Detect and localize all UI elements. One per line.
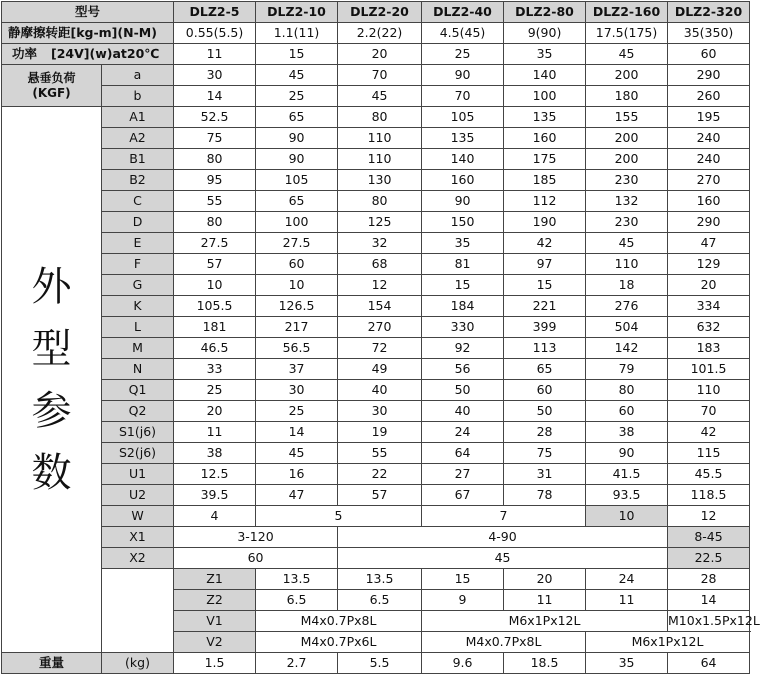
- dimensions-title-char: 数: [31, 449, 72, 496]
- dimension-value: 200: [586, 149, 668, 170]
- header-row: [2, 2, 750, 23]
- dimension-value: 20: [174, 401, 256, 422]
- dimension-value: 27.5: [174, 233, 256, 254]
- dimension-value: 50: [422, 380, 504, 401]
- dimension-key: U1: [102, 464, 174, 485]
- blank-cell: [102, 569, 174, 653]
- dimension-value: 90: [256, 149, 338, 170]
- dimension-value: 24: [586, 569, 668, 590]
- torque-value: 9(90): [504, 23, 586, 44]
- dimension-value: 22.5: [668, 548, 750, 569]
- power-label-condition: [24V](w)at20℃: [51, 46, 160, 61]
- dimension-value: 60: [256, 254, 338, 275]
- dimension-value: 65: [256, 191, 338, 212]
- dimensions-title-char: 外: [31, 263, 72, 310]
- dimension-value: 45: [586, 233, 668, 254]
- dimension-value: 65: [504, 359, 586, 380]
- dimension-row: [2, 170, 750, 191]
- dimension-value: 105.5: [174, 296, 256, 317]
- dimension-value: 135: [504, 107, 586, 128]
- dimension-value: 80: [174, 212, 256, 233]
- dimension-value: 93.5: [586, 485, 668, 506]
- dimension-value: 15: [422, 275, 504, 296]
- load-value: 45: [338, 86, 422, 107]
- dimension-value: 56: [422, 359, 504, 380]
- dimension-row: [2, 275, 750, 296]
- dimension-key: K: [102, 296, 174, 317]
- dimension-value: 184: [422, 296, 504, 317]
- dimension-row-x2: [2, 548, 750, 569]
- dimension-value: 334: [668, 296, 750, 317]
- dimension-value: 52.5: [174, 107, 256, 128]
- dimension-value: 14: [256, 422, 338, 443]
- dimension-value: 38: [174, 443, 256, 464]
- dimensions-title: [2, 107, 102, 653]
- load-label: [2, 65, 102, 107]
- dimension-value: 72: [338, 338, 422, 359]
- dimension-value: 8-45: [668, 527, 750, 548]
- dimension-value: 115: [668, 443, 750, 464]
- dimension-value: 110: [668, 380, 750, 401]
- dimension-row: [2, 338, 750, 359]
- dimension-key: X1: [102, 527, 174, 548]
- load-row: [2, 65, 750, 86]
- dimension-key: U2: [102, 485, 174, 506]
- dimension-value: 81: [422, 254, 504, 275]
- dimension-value: 112: [504, 191, 586, 212]
- power-label-main: 功率: [12, 46, 38, 61]
- dimension-value: 217: [256, 317, 338, 338]
- dimension-value: 126.5: [256, 296, 338, 317]
- dimension-value: M4x0.7Px8L: [422, 632, 586, 653]
- dimension-key: Z2: [174, 590, 256, 611]
- dimension-value: 13.5: [338, 569, 422, 590]
- dimension-value: 60: [586, 401, 668, 422]
- dimension-value: 45: [256, 443, 338, 464]
- dimension-value: 6.5: [338, 590, 422, 611]
- dimension-value: 45: [338, 548, 668, 569]
- dimension-row: [2, 464, 750, 485]
- dimension-key: F: [102, 254, 174, 275]
- dimension-value: 3-120: [174, 527, 338, 548]
- dimension-key: D: [102, 212, 174, 233]
- load-value: 90: [422, 65, 504, 86]
- weight-value: 2.7: [256, 653, 338, 674]
- load-value: 70: [422, 86, 504, 107]
- weight-value: 35: [586, 653, 668, 674]
- load-label-unit: (KGF): [32, 85, 71, 100]
- dimension-value: 113: [504, 338, 586, 359]
- dimension-value: 175: [504, 149, 586, 170]
- dimension-value: 504: [586, 317, 668, 338]
- dimension-key: G: [102, 275, 174, 296]
- dimension-value: 18: [586, 275, 668, 296]
- dimension-value: 11: [504, 590, 586, 611]
- dimension-value: 30: [256, 380, 338, 401]
- dimension-value: 240: [668, 128, 750, 149]
- dimension-key: V2: [174, 632, 256, 653]
- dimension-key: A1: [102, 107, 174, 128]
- dimension-value: 80: [586, 380, 668, 401]
- load-value: 70: [338, 65, 422, 86]
- dimension-row: [2, 485, 750, 506]
- power-row: [2, 44, 750, 65]
- dimension-key: A2: [102, 128, 174, 149]
- dimension-key: B2: [102, 170, 174, 191]
- torque-value: 17.5(175): [586, 23, 668, 44]
- dimension-value: 68: [338, 254, 422, 275]
- dimension-row: [2, 128, 750, 149]
- dimension-value: 140: [422, 149, 504, 170]
- torque-value: 4.5(45): [422, 23, 504, 44]
- dimension-key: S1(j6): [102, 422, 174, 443]
- dimension-value: 60: [174, 548, 338, 569]
- load-value: 290: [668, 65, 750, 86]
- torque-row: [2, 23, 750, 44]
- dimension-value: 20: [668, 275, 750, 296]
- dimension-value: 142: [586, 338, 668, 359]
- power-label: [2, 44, 174, 65]
- dimension-value: 399: [504, 317, 586, 338]
- dimension-value: 90: [256, 128, 338, 149]
- dimension-value: 40: [338, 380, 422, 401]
- dimension-key: V1: [174, 611, 256, 632]
- torque-value: 0.55(5.5): [174, 23, 256, 44]
- dimension-value: 49: [338, 359, 422, 380]
- dimension-value: 13.5: [256, 569, 338, 590]
- dimension-value: 12: [668, 506, 750, 527]
- dimension-value: 11: [174, 422, 256, 443]
- model-name: DLZ2-20: [338, 2, 422, 23]
- load-value: 14: [174, 86, 256, 107]
- power-value: 20: [338, 44, 422, 65]
- dimension-value: 32: [338, 233, 422, 254]
- weight-value: 64: [668, 653, 750, 674]
- dimensions-title-char: 参: [31, 387, 72, 434]
- dimension-value: 27.5: [256, 233, 338, 254]
- power-value: 35: [504, 44, 586, 65]
- dimension-value: 27: [422, 464, 504, 485]
- dimension-value: 97: [504, 254, 586, 275]
- dimension-value: 47: [668, 233, 750, 254]
- dimension-key: B1: [102, 149, 174, 170]
- dimension-value: M4x0.7Px8L: [256, 611, 422, 632]
- dimension-row: [2, 317, 750, 338]
- load-value: 180: [586, 86, 668, 107]
- weight-value: 9.6: [422, 653, 504, 674]
- dimension-value: 160: [422, 170, 504, 191]
- model-name: DLZ2-5: [174, 2, 256, 23]
- dimension-value: 129: [668, 254, 750, 275]
- dimension-value: 4-90: [338, 527, 668, 548]
- dimension-value: 79: [586, 359, 668, 380]
- dimension-value: M4x0.7Px6L: [256, 632, 422, 653]
- dimension-value: 101.5: [668, 359, 750, 380]
- dimension-row-x1: [2, 527, 750, 548]
- dimension-value: 80: [174, 149, 256, 170]
- torque-value: 1.1(11): [256, 23, 338, 44]
- dimension-value: 10: [586, 506, 668, 527]
- dimension-value: 150: [422, 212, 504, 233]
- dimension-value: 22: [338, 464, 422, 485]
- load-value: 140: [504, 65, 586, 86]
- dimension-value: 7: [422, 506, 586, 527]
- power-value: 25: [422, 44, 504, 65]
- dimension-value: 92: [422, 338, 504, 359]
- dimension-value: 105: [256, 170, 338, 191]
- dimension-value: 42: [504, 233, 586, 254]
- load-value: 45: [256, 65, 338, 86]
- dimension-row: [2, 233, 750, 254]
- dimension-row: [2, 401, 750, 422]
- dimension-value: 181: [174, 317, 256, 338]
- dimension-value: 75: [504, 443, 586, 464]
- dimension-key: Q1: [102, 380, 174, 401]
- dimension-value: M6x1Px12L: [422, 611, 668, 632]
- dimension-key: W: [102, 506, 174, 527]
- dimension-key: C: [102, 191, 174, 212]
- dimension-value: 19: [338, 422, 422, 443]
- dimension-value: 10: [174, 275, 256, 296]
- weight-value: 5.5: [338, 653, 422, 674]
- dimension-value: 160: [668, 191, 750, 212]
- dimension-value: 110: [586, 254, 668, 275]
- power-value: 60: [668, 44, 750, 65]
- dimension-value: 4: [174, 506, 256, 527]
- dimension-key: L: [102, 317, 174, 338]
- spec-table-body: [2, 2, 760, 674]
- dimension-value: 160: [504, 128, 586, 149]
- dimension-value: 290: [668, 212, 750, 233]
- dimension-value: 28: [668, 569, 750, 590]
- dimension-value: 276: [586, 296, 668, 317]
- dimension-row: [2, 359, 750, 380]
- dimension-value: 15: [422, 569, 504, 590]
- torque-value: 2.2(22): [338, 23, 422, 44]
- dimension-row: [2, 443, 750, 464]
- dimension-value: 80: [338, 191, 422, 212]
- dimension-value: 33: [174, 359, 256, 380]
- dimension-value: 195: [668, 107, 750, 128]
- dimension-row: [2, 422, 750, 443]
- dimension-value: 55: [174, 191, 256, 212]
- dimension-value: 24: [422, 422, 504, 443]
- dimension-key: M: [102, 338, 174, 359]
- dimension-value: 230: [586, 212, 668, 233]
- dimension-value: 183: [668, 338, 750, 359]
- load-key: a: [102, 65, 174, 86]
- dimension-value: 37: [256, 359, 338, 380]
- dimension-value: 100: [256, 212, 338, 233]
- dimension-value: 65: [256, 107, 338, 128]
- load-row: [2, 86, 750, 107]
- dimension-value: 70: [668, 401, 750, 422]
- dimension-value: 16: [256, 464, 338, 485]
- dimension-row: [2, 212, 750, 233]
- model-name: DLZ2-160: [586, 2, 668, 23]
- dimension-key: N: [102, 359, 174, 380]
- dimension-value: 11: [586, 590, 668, 611]
- dimension-value: 57: [174, 254, 256, 275]
- dimension-value: 40: [422, 401, 504, 422]
- dimension-value: 56.5: [256, 338, 338, 359]
- model-name: DLZ2-320: [668, 2, 750, 23]
- dimension-value: 80: [338, 107, 422, 128]
- dimension-value: 130: [338, 170, 422, 191]
- torque-value: 35(350): [668, 23, 750, 44]
- load-value: 200: [586, 65, 668, 86]
- dimension-row: [2, 191, 750, 212]
- dimension-value: 132: [586, 191, 668, 212]
- dimension-value: 105: [422, 107, 504, 128]
- dimension-row: [2, 107, 750, 128]
- weight-unit: (kg): [102, 653, 174, 674]
- dimension-value: 20: [504, 569, 586, 590]
- dimension-row: [2, 296, 750, 317]
- dimension-value: 632: [668, 317, 750, 338]
- dimension-value: 57: [338, 485, 422, 506]
- dimension-value: 270: [668, 170, 750, 191]
- dimensions-title-char: 型: [31, 325, 72, 372]
- model-name: DLZ2-80: [504, 2, 586, 23]
- dimension-key: Q2: [102, 401, 174, 422]
- dimension-value: 41.5: [586, 464, 668, 485]
- dimension-value: 190: [504, 212, 586, 233]
- dimension-value: M6x1Px12L: [586, 632, 750, 653]
- dimension-value: 64: [422, 443, 504, 464]
- dimension-value: 42: [668, 422, 750, 443]
- dimension-value: 38: [586, 422, 668, 443]
- load-value: 25: [256, 86, 338, 107]
- dimension-value: 6.5: [256, 590, 338, 611]
- power-value: 11: [174, 44, 256, 65]
- dimension-value: 90: [586, 443, 668, 464]
- dimension-value: 30: [338, 401, 422, 422]
- dimension-value: 25: [256, 401, 338, 422]
- load-value: 260: [668, 86, 750, 107]
- weight-row: [2, 653, 750, 674]
- power-value: 15: [256, 44, 338, 65]
- dimension-value: 5: [256, 506, 422, 527]
- dimension-value: 10: [256, 275, 338, 296]
- dimension-value: 118.5: [668, 485, 750, 506]
- dimension-key: E: [102, 233, 174, 254]
- dimension-row: [2, 254, 750, 275]
- dimension-value: 240: [668, 149, 750, 170]
- dimension-value: 110: [338, 149, 422, 170]
- model-name: DLZ2-40: [422, 2, 504, 23]
- model-name: DLZ2-10: [256, 2, 338, 23]
- dimension-value: 31: [504, 464, 586, 485]
- dimension-value: 221: [504, 296, 586, 317]
- dimension-value: 75: [174, 128, 256, 149]
- spec-table: [1, 1, 760, 674]
- dimension-value: 50: [504, 401, 586, 422]
- dimension-value: 330: [422, 317, 504, 338]
- dimension-value: 14: [668, 590, 750, 611]
- weight-value: 18.5: [504, 653, 586, 674]
- dimension-row-w: [2, 506, 750, 527]
- weight-label: 重量: [2, 653, 102, 674]
- dimension-row: [2, 380, 750, 401]
- dimension-value: 125: [338, 212, 422, 233]
- dimension-value: 47: [256, 485, 338, 506]
- dimension-value: 185: [504, 170, 586, 191]
- dimension-value: 55: [338, 443, 422, 464]
- dimension-key: S2(j6): [102, 443, 174, 464]
- dimension-value: 270: [338, 317, 422, 338]
- dimension-key: X2: [102, 548, 174, 569]
- dimension-value: M10x1.5Px12L: [668, 611, 750, 632]
- dimension-value: 12: [338, 275, 422, 296]
- dimension-value: 28: [504, 422, 586, 443]
- load-label-main: 悬垂负荷: [27, 70, 76, 85]
- load-value: 30: [174, 65, 256, 86]
- dimension-value: 67: [422, 485, 504, 506]
- dimension-value: 110: [338, 128, 422, 149]
- dimension-value: 78: [504, 485, 586, 506]
- dimension-value: 135: [422, 128, 504, 149]
- dimension-value: 45.5: [668, 464, 750, 485]
- dimension-row: [2, 149, 750, 170]
- torque-label: 静摩擦转距[kg-m](N-M): [2, 23, 174, 44]
- dimension-value: 25: [174, 380, 256, 401]
- dimension-value: 90: [422, 191, 504, 212]
- dimension-row-z1: [2, 569, 750, 590]
- dimension-value: 230: [586, 170, 668, 191]
- dimension-value: 46.5: [174, 338, 256, 359]
- weight-value: 1.5: [174, 653, 256, 674]
- dimension-value: 200: [586, 128, 668, 149]
- dimension-value: 155: [586, 107, 668, 128]
- load-key: b: [102, 86, 174, 107]
- dimension-value: 35: [422, 233, 504, 254]
- dimension-value: 39.5: [174, 485, 256, 506]
- dimension-value: 95: [174, 170, 256, 191]
- dimension-value: 15: [504, 275, 586, 296]
- dimension-value: 60: [504, 380, 586, 401]
- power-value: 45: [586, 44, 668, 65]
- load-value: 100: [504, 86, 586, 107]
- type-label: 型号: [2, 2, 174, 23]
- dimension-value: 154: [338, 296, 422, 317]
- dimension-key: Z1: [174, 569, 256, 590]
- dimension-value: 12.5: [174, 464, 256, 485]
- dimension-value: 9: [422, 590, 504, 611]
